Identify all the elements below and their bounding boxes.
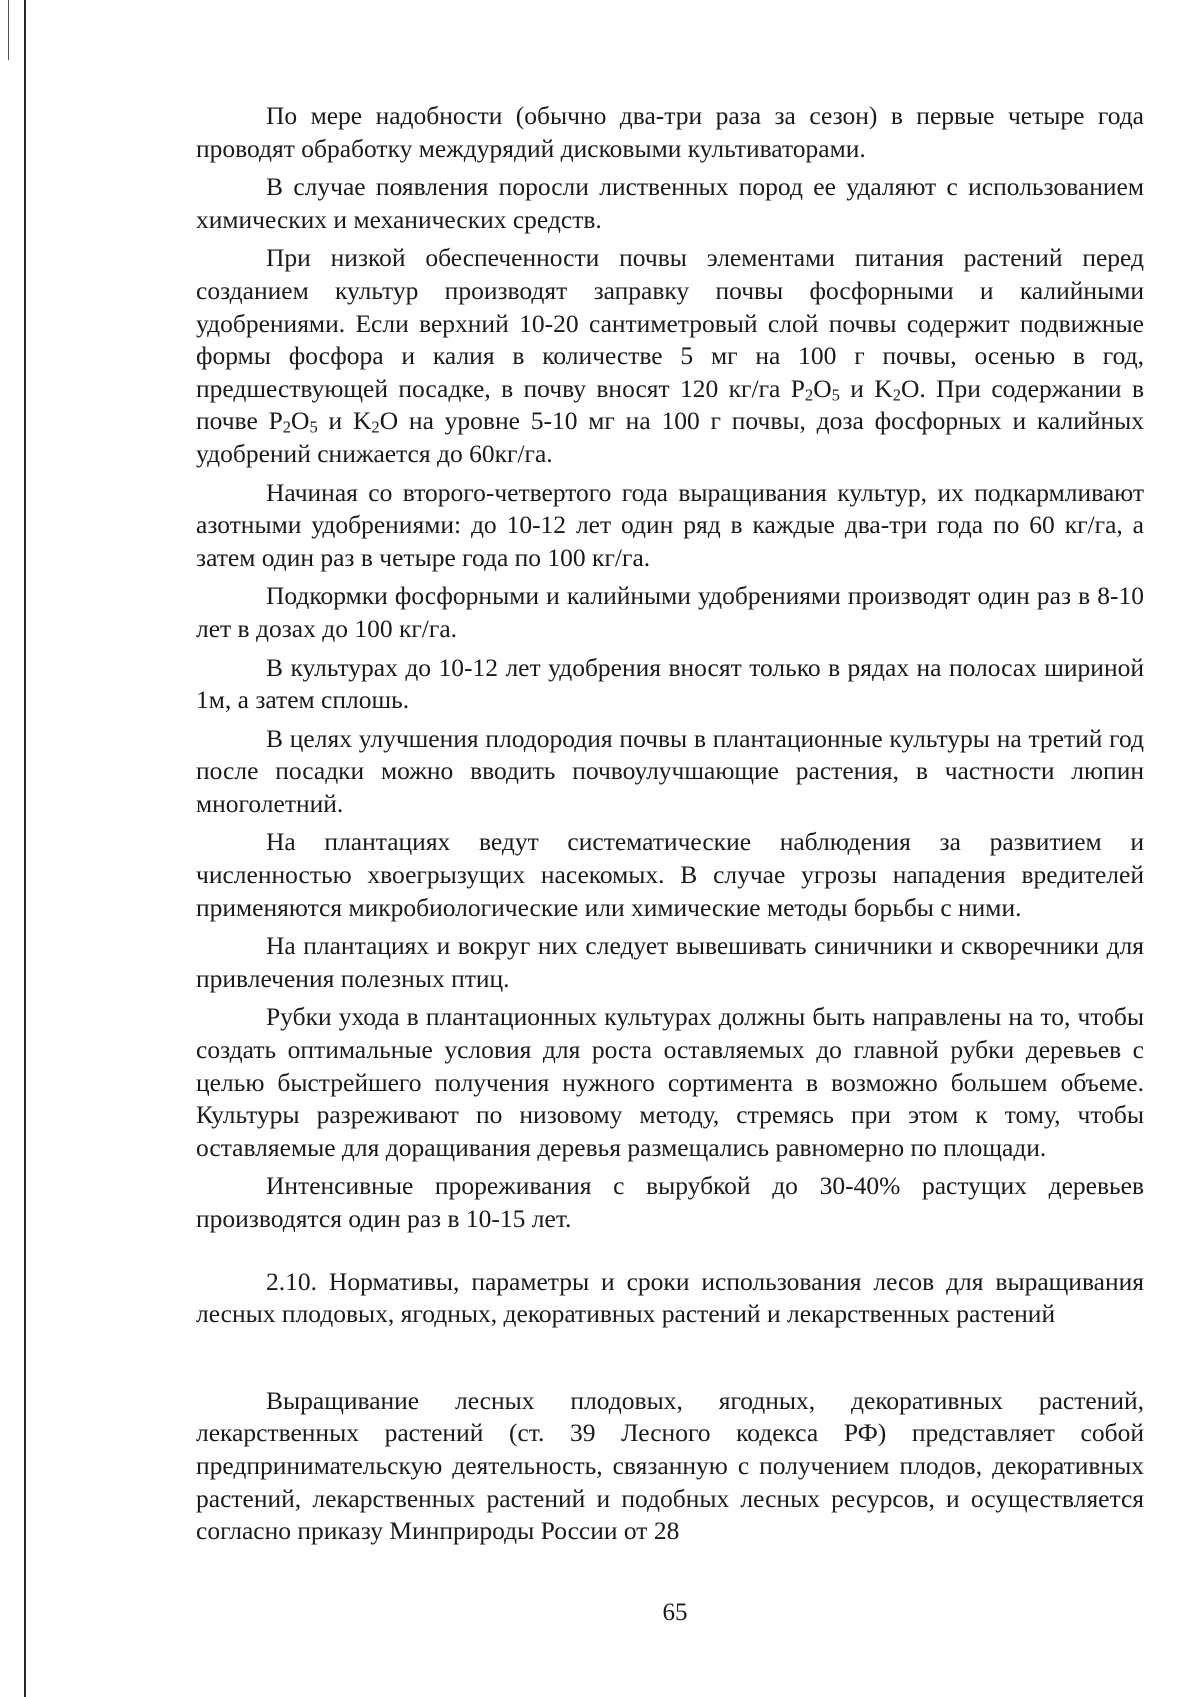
document-body xyxy=(196,100,1144,1554)
paragraph-11: Интенсивные прореживания с вырубкой до 30-40% растущих деревьев производятся один раз в 10-15 лет. xyxy=(196,1171,1144,1233)
paragraph-4: Начиная со второго-четвертого года выращивания культур, их подкармливают азотными удобрениями: до 10-12 лет один ряд в каждые два-три года по 60 кг/га, а затем один раз в четыре года по 100 кг/га. xyxy=(196,477,1144,572)
scan-edge-mark xyxy=(8,0,9,60)
scan-page-edge xyxy=(24,0,26,1697)
paragraph-2: В случае появления поросли лиственных пород ее удаляют с использованием химических и механических средств. xyxy=(196,172,1144,234)
final-paragraph: Выращивание лесных плодовых, ягодных, декоративных растений, лекарственных растений (ст. 39 Лесного кодекса РФ) представляет собой предпринимательскую деятельность, связанную с получением плодов, декоративных растений, лекарственных растений и подобных лесных ресурсов, и осуществляется согласно приказу Минприроды России от 28 xyxy=(196,1385,1144,1546)
paragraph-1: По мере надобности (обычно два-три раза за сезон) в первые четыре года проводят обработку междурядий дисковыми культиваторами. xyxy=(196,101,1144,163)
paragraph-7: В целях улучшения плодородия почвы в плантационные культуры на третий год после посадки можно вводить почвоулучшающие растения, в частности люпин многолетний. xyxy=(196,723,1144,818)
paragraph-9: На плантациях и вокруг них следует вывешивать синичники и скворечники для привлечения полезных птиц. xyxy=(196,931,1144,993)
section-heading: 2.10. Нормативы, параметры и сроки использования лесов для выращивания лесных плодовых, ягодных, декоративных растений и лекарственных растений xyxy=(196,1266,1144,1329)
paragraph-3: При низкой обеспеченности почвы элементами питания растений перед созданием культур производят заправку почвы фосфорными и калийными удобрениями. Если верхний 10-20 сантиметровый слой почвы содержит подвижные формы фосфора и калия в количестве 5 мг на 100 г почвы, осенью в год, предшествующей посадке, в почву вносят 120 кг/га $P_2O_5$ и $K_2O$. При содержании в почве $P_2O_5$ и $K_2O$ на уровне 5-10 мг на 100 г почвы, доза фосфорных и калийных удобрений снижается до 60кг/га. xyxy=(196,243,1145,468)
paragraph-8: На плантациях ведут систематические наблюдения за развитием и численностью хвоегрызущих насекомых. В случае угрозы нападения вредителей применяются микробиологические или химические методы борьбы с ними. xyxy=(196,827,1144,922)
paragraph-5: Подкормки фосфорными и калийными удобрениями производят один раз в 8-10 лет в дозах до 100 кг/га. xyxy=(196,581,1144,643)
paragraph-6: В культурах до 10-12 лет удобрения вносят только в рядах на полосах шириной 1м, а затем сплошь. xyxy=(196,652,1144,715)
paragraph-10: Рубки ухода в плантационных культурах должны быть направлены на то, чтобы создать оптимальные условия для роста оставляемых до главной рубки деревьев с целью быстрейшего получения нужного сортимента в возможно большем объеме. Культуры разреживают по низовому методу, стремясь при этом к тому, чтобы оставляемые для доращивания деревья размещались равномерно по площади. xyxy=(196,1002,1144,1162)
page-number: 65 xyxy=(662,1599,688,1626)
